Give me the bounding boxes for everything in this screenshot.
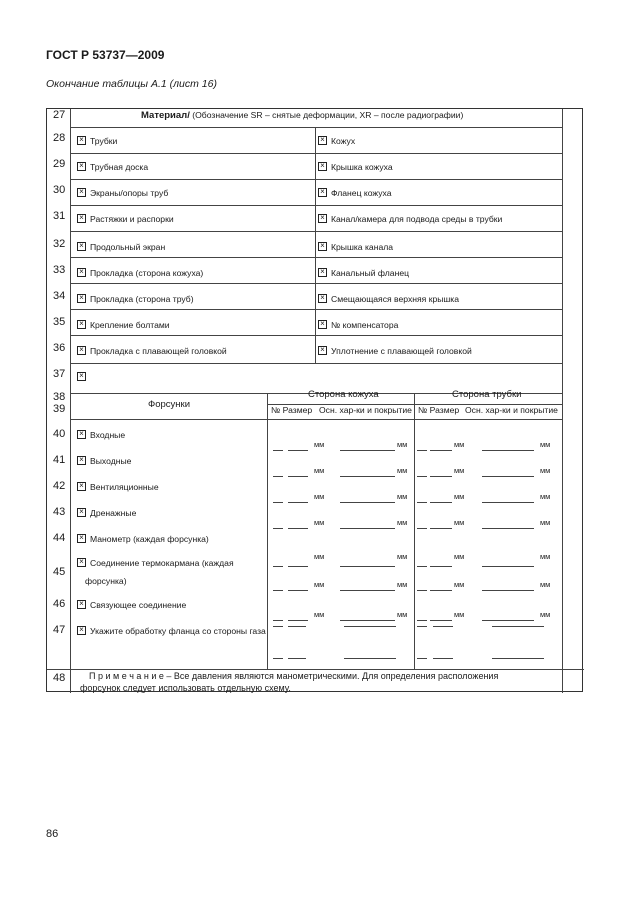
shell-side-divider <box>267 393 268 669</box>
row-line <box>70 257 562 258</box>
checkbox[interactable] <box>77 626 86 635</box>
row-line <box>70 419 562 420</box>
fill-in-blank[interactable] <box>433 658 453 659</box>
nozzle-label-cell <box>77 534 209 544</box>
unit-label: мм <box>454 580 465 589</box>
fill-in-blank[interactable] <box>340 476 395 477</box>
fill-in-blank[interactable] <box>430 528 452 529</box>
fill-in-blank[interactable] <box>288 590 308 591</box>
tube-col-no <box>418 405 459 415</box>
fill-in-blank[interactable] <box>430 450 452 451</box>
row-number: 33 <box>53 264 66 276</box>
fill-in-blank[interactable] <box>340 502 395 503</box>
row-right-label: Крышка кожуха <box>331 162 393 172</box>
fill-in-blank[interactable] <box>482 502 534 503</box>
row-number: 43 <box>53 506 66 518</box>
nozzle-label-cell <box>77 626 266 636</box>
checkbox[interactable] <box>77 268 86 277</box>
fill-in-blank[interactable] <box>344 658 396 659</box>
unit-label: мм <box>540 610 551 619</box>
fill-in-blank[interactable] <box>417 476 427 477</box>
shell-side-header: Сторона кожуха <box>308 389 379 400</box>
tube-side-header: Сторона трубки <box>452 389 522 400</box>
row-left-cell <box>77 372 90 382</box>
page-number: 86 <box>46 828 59 840</box>
unit-label: мм <box>454 440 465 449</box>
unit-label: мм <box>540 518 551 527</box>
unit-label: мм <box>540 580 551 589</box>
fill-in-blank[interactable] <box>430 502 452 503</box>
row-line <box>70 335 562 336</box>
unit-label: мм <box>314 492 325 501</box>
fill-in-blank[interactable] <box>417 626 427 627</box>
row-left-label: Прокладка (сторона труб) <box>90 294 194 304</box>
row-number: 27 <box>53 109 66 121</box>
row-left-cell <box>77 242 165 252</box>
row-left-cell <box>77 214 174 224</box>
unit-label: мм <box>397 492 408 501</box>
unit-label: мм <box>540 492 551 501</box>
row-left-label: Прокладка (сторона кожуха) <box>90 268 204 278</box>
row-left-label: Экраны/опоры труб <box>90 188 169 198</box>
row-line <box>70 231 562 232</box>
unit-label: мм <box>314 610 325 619</box>
fill-in-blank[interactable] <box>417 620 427 621</box>
row-line <box>70 127 562 128</box>
row-number: 36 <box>53 342 66 354</box>
nozzle-label: Вентиляционные <box>90 482 159 492</box>
unit-label: мм <box>314 466 325 475</box>
row-right-label: Смещающаяся верхняя крышка <box>331 294 460 304</box>
row-number: 38 <box>53 391 66 403</box>
fill-in-blank[interactable] <box>273 620 283 621</box>
checkbox[interactable] <box>318 242 327 251</box>
nozzle-label-cell <box>77 456 131 466</box>
checkbox[interactable] <box>77 600 86 609</box>
checkbox[interactable] <box>77 294 86 303</box>
fill-in-blank[interactable] <box>417 450 427 451</box>
note-line-1: П р и м е ч а н и е – Все давления являются манометрическими. Для определения расположения <box>89 671 499 681</box>
fill-in-blank[interactable] <box>288 450 308 451</box>
tube-col-char: Осн. хар-ки и покрытие <box>465 405 558 415</box>
row-number: 44 <box>53 532 66 544</box>
fill-in-blank[interactable] <box>482 590 534 591</box>
checkbox[interactable] <box>318 268 327 277</box>
nozzle-label: Дренажные <box>90 508 137 518</box>
checkbox[interactable] <box>318 188 327 197</box>
row-line <box>70 153 562 154</box>
row-left-cell <box>77 294 194 304</box>
tube-side-divider <box>414 393 415 669</box>
fill-in-blank[interactable] <box>288 476 308 477</box>
unit-label: мм <box>314 580 325 589</box>
fill-in-blank[interactable] <box>417 528 427 529</box>
unit-label: мм <box>314 518 325 527</box>
row-number: 48 <box>53 672 66 684</box>
fill-in-blank[interactable] <box>340 566 395 567</box>
fill-in-blank[interactable] <box>433 626 453 627</box>
row-right-cell <box>318 162 393 172</box>
row-number: 46 <box>53 598 66 610</box>
note-line-2: форсунок следует использовать отдельную схему. <box>80 683 291 693</box>
row-right-label: Крышка канала <box>331 242 394 252</box>
row-right-cell <box>318 188 392 198</box>
row-number: 28 <box>53 132 66 144</box>
unit-label: мм <box>454 610 465 619</box>
checkbox[interactable] <box>77 320 86 329</box>
row-left-label: Продольный экран <box>90 242 166 252</box>
fill-in-blank[interactable] <box>417 658 427 659</box>
num-column-divider <box>70 109 71 693</box>
fill-in-blank[interactable] <box>417 502 427 503</box>
row-right-label: Канальный фланец <box>331 268 410 278</box>
fill-in-blank[interactable] <box>273 502 283 503</box>
checkbox[interactable] <box>318 136 327 145</box>
table-caption: Окончание таблицы А.1 (лист 16) <box>46 78 217 90</box>
row-number: 37 <box>53 368 66 380</box>
unit-label: мм <box>454 552 465 561</box>
row-number: 34 <box>53 290 66 302</box>
material-header <box>141 110 463 121</box>
row-right-cell <box>318 294 459 304</box>
checkbox[interactable] <box>77 214 86 223</box>
row-right-cell <box>318 242 393 252</box>
row-line <box>70 179 562 180</box>
row-left-cell <box>77 346 227 356</box>
right-column-divider <box>562 109 563 693</box>
fill-in-blank[interactable] <box>482 620 534 621</box>
row-left-cell <box>77 188 168 198</box>
fill-in-blank[interactable] <box>273 658 283 659</box>
col-no-label: № <box>418 405 428 415</box>
row-number: 41 <box>53 454 66 466</box>
row-number: 40 <box>53 428 66 440</box>
fill-in-blank[interactable] <box>273 590 283 591</box>
unit-label: мм <box>397 440 408 449</box>
unit-label: мм <box>454 466 465 475</box>
unit-label: мм <box>454 518 465 527</box>
row-number: 32 <box>53 238 66 250</box>
row-right-cell <box>318 320 398 330</box>
col-no-label: № <box>271 405 281 415</box>
row-left-cell <box>77 162 148 172</box>
row-number: 47 <box>53 624 66 636</box>
fill-in-blank[interactable] <box>492 626 544 627</box>
row-number: 31 <box>53 210 66 222</box>
shell-col-no <box>271 405 312 415</box>
row-left-cell <box>77 320 170 330</box>
nozzle-label-cell <box>77 508 136 518</box>
nozzle-label: Укажите обработку фланца со стороны газа <box>90 626 266 636</box>
row-number: 29 <box>53 158 66 170</box>
row-left-label: Крепление болтами <box>90 320 170 330</box>
checkbox[interactable] <box>77 242 86 251</box>
checkbox[interactable] <box>77 508 86 517</box>
checkbox[interactable] <box>77 372 86 381</box>
row-right-cell <box>318 136 355 146</box>
mid-divider-upper <box>315 127 316 363</box>
row-right-label: Кожух <box>331 136 356 146</box>
col-size-label: Размер <box>282 405 313 415</box>
unit-label: мм <box>540 440 551 449</box>
checkbox[interactable] <box>318 320 327 329</box>
fill-in-blank[interactable] <box>273 566 283 567</box>
fill-in-blank[interactable] <box>273 528 283 529</box>
nozzle-label: Входные <box>90 430 126 440</box>
row-line <box>70 205 562 206</box>
nozzle-label-cell <box>77 600 186 610</box>
fill-in-blank[interactable] <box>430 566 452 567</box>
checkbox[interactable] <box>77 162 86 171</box>
fill-in-blank[interactable] <box>273 476 283 477</box>
fill-in-blank[interactable] <box>288 502 308 503</box>
fill-in-blank[interactable] <box>288 566 308 567</box>
row-right-label: Уплотнение с плавающей головкой <box>331 346 472 356</box>
col-size-label: Размер <box>429 405 460 415</box>
fill-in-blank[interactable] <box>430 590 452 591</box>
row-left-label: Трубная доска <box>90 162 149 172</box>
checkbox[interactable] <box>77 346 86 355</box>
row-right-cell <box>318 268 409 278</box>
unit-label: мм <box>314 440 325 449</box>
row-right-cell <box>318 214 502 224</box>
nozzle-label-cell <box>77 482 159 492</box>
fill-in-blank[interactable] <box>288 528 308 529</box>
fill-in-blank[interactable] <box>340 620 395 621</box>
material-title: Материал/ <box>141 110 190 121</box>
nozzle-label: Соединение термокармана (каждая <box>90 558 234 568</box>
checkbox[interactable] <box>77 188 86 197</box>
fill-in-blank[interactable] <box>288 658 306 659</box>
row-number: 30 <box>53 184 66 196</box>
row-line <box>70 363 562 364</box>
checkbox[interactable] <box>77 430 86 439</box>
checkbox[interactable] <box>77 136 86 145</box>
fill-in-blank[interactable] <box>273 626 283 627</box>
row-number: 39 <box>53 403 66 415</box>
row-line <box>70 283 562 284</box>
unit-label: мм <box>397 552 408 561</box>
fill-in-blank[interactable] <box>340 450 395 451</box>
unit-label: мм <box>397 518 408 527</box>
checkbox[interactable] <box>318 214 327 223</box>
nozzle-label: Манометр (каждая форсунка) <box>90 534 209 544</box>
unit-label: мм <box>397 610 408 619</box>
unit-label: мм <box>540 466 551 475</box>
fill-in-blank[interactable] <box>482 450 534 451</box>
document-header: ГОСТ Р 53737—2009 <box>46 48 165 62</box>
nozzle-label-cell <box>77 558 234 568</box>
note-line <box>47 669 584 670</box>
checkbox[interactable] <box>77 482 86 491</box>
unit-label: мм <box>454 492 465 501</box>
row-left-label: Прокладка с плавающей головкой <box>90 346 227 356</box>
checkbox[interactable] <box>77 534 86 543</box>
checkbox[interactable] <box>318 162 327 171</box>
checkbox[interactable] <box>77 558 86 567</box>
fill-in-blank[interactable] <box>417 566 427 567</box>
fill-in-blank[interactable] <box>482 528 534 529</box>
fill-in-blank[interactable] <box>482 566 534 567</box>
fill-in-blank[interactable] <box>288 620 308 621</box>
row-right-cell <box>318 346 472 356</box>
fill-in-blank[interactable] <box>430 476 452 477</box>
row-left-cell <box>77 268 203 278</box>
checkbox[interactable] <box>318 294 327 303</box>
row-number: 35 <box>53 316 66 328</box>
nozzle-label-cell <box>77 430 125 440</box>
shell-col-char: Осн. хар-ки и покрытие <box>319 405 412 415</box>
fill-in-blank[interactable] <box>340 590 395 591</box>
unit-label: мм <box>397 466 408 475</box>
checkbox[interactable] <box>77 456 86 465</box>
fill-in-blank[interactable] <box>492 658 544 659</box>
unit-label: мм <box>540 552 551 561</box>
row-left-label: Растяжки и распорки <box>90 214 174 224</box>
row-number: 45 <box>53 566 66 578</box>
row-line <box>70 309 562 310</box>
fill-in-blank[interactable] <box>482 476 534 477</box>
nozzles-title: Форсунки <box>148 399 190 410</box>
material-note: (Обозначение SR – снятые деформации, XR – после радиографии) <box>189 110 464 120</box>
fill-in-blank[interactable] <box>273 450 283 451</box>
row-left-label: Трубки <box>90 136 118 146</box>
row-number: 42 <box>53 480 66 492</box>
row-left-cell <box>77 136 117 146</box>
unit-label: мм <box>314 552 325 561</box>
nozzle-label-continued: форсунка) <box>85 576 127 586</box>
nozzle-label: Связующее соединение <box>90 600 187 610</box>
nozzle-label: Выходные <box>90 456 132 466</box>
row-right-label: Канал/камера для подвода среды в трубки <box>331 214 503 224</box>
unit-label: мм <box>397 580 408 589</box>
fill-in-blank[interactable] <box>430 620 452 621</box>
row-right-label: Фланец кожуха <box>331 188 392 198</box>
fill-in-blank[interactable] <box>344 626 396 627</box>
checkbox[interactable] <box>318 346 327 355</box>
row-right-label: № компенсатора <box>331 320 399 330</box>
fill-in-blank[interactable] <box>288 626 306 627</box>
fill-in-blank[interactable] <box>417 590 427 591</box>
fill-in-blank[interactable] <box>340 528 395 529</box>
